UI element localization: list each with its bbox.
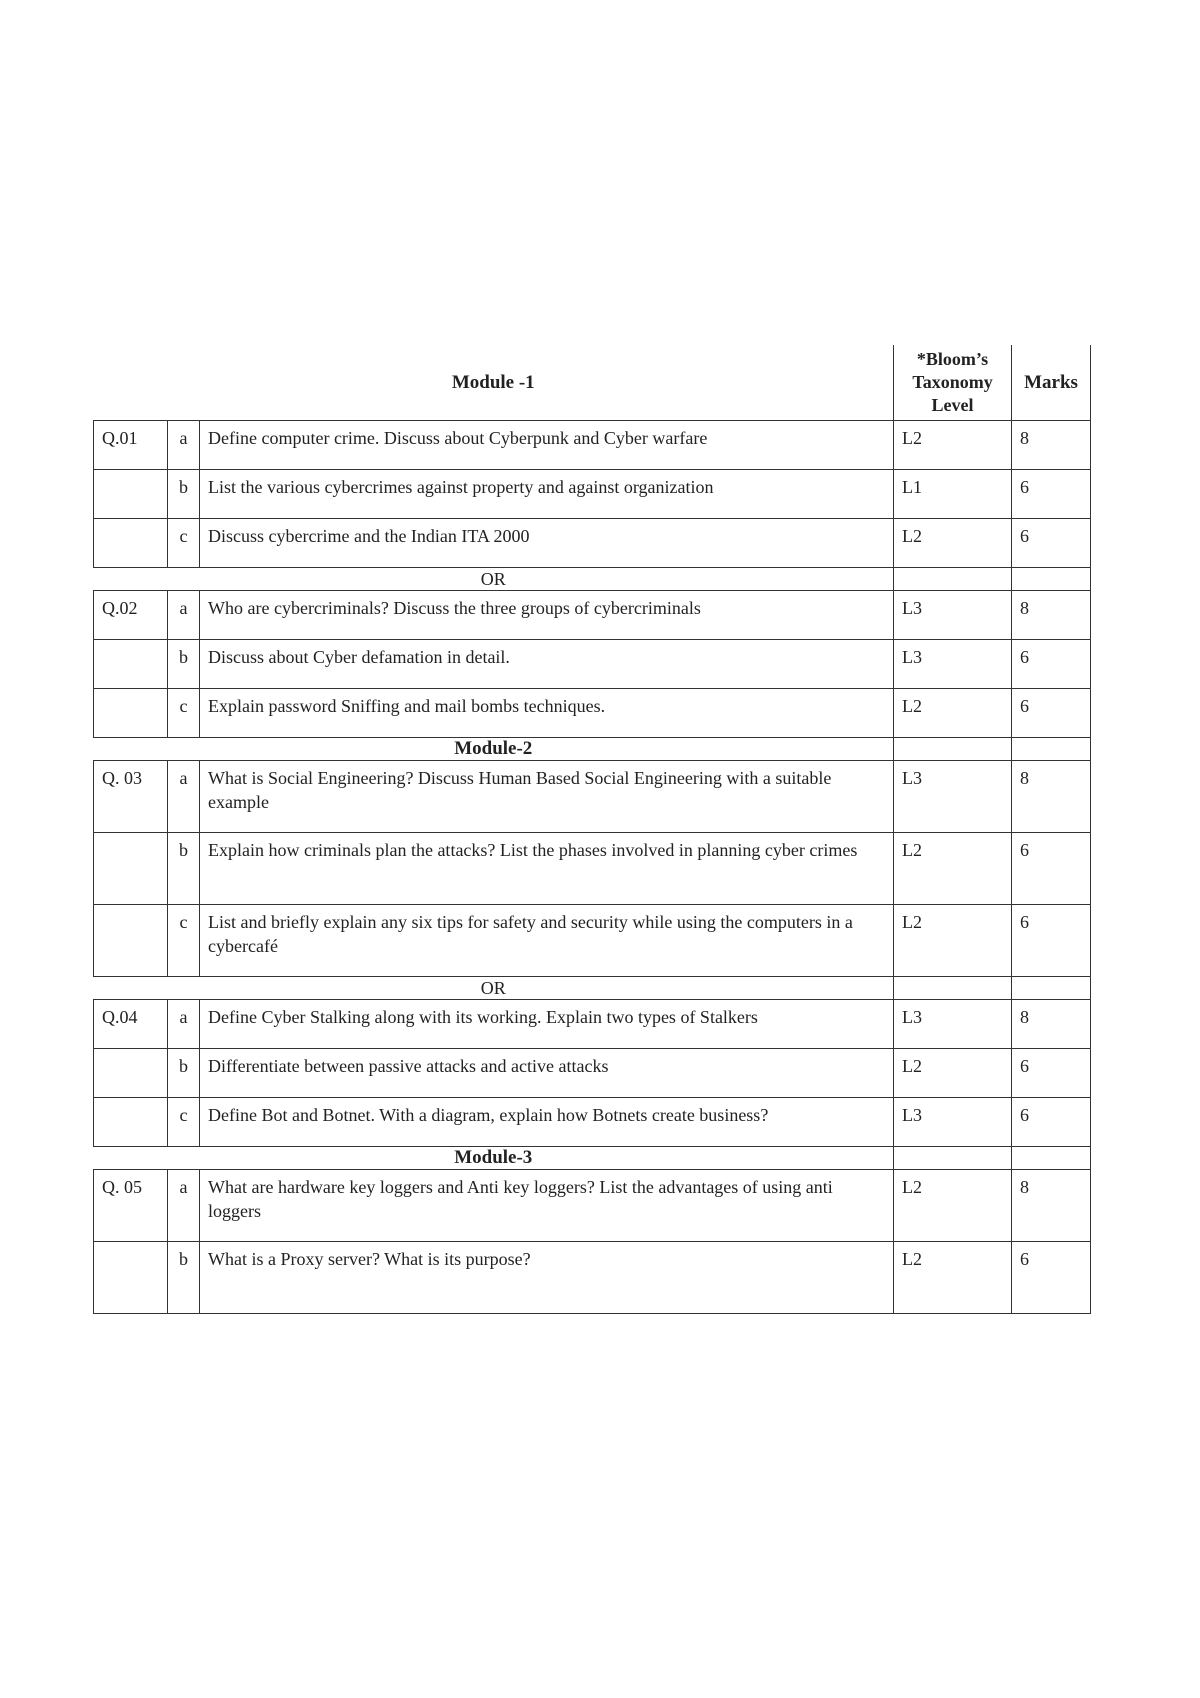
sub-question-label: b [168,832,200,904]
marks-header: Marks [1012,345,1091,420]
question-row [94,999,1091,1048]
sub-question-label: b [168,469,200,518]
or-separator: OR [94,567,894,590]
bloom-level: L2 [894,420,1012,469]
marks-value: 8 [1012,590,1091,639]
sub-question-label: b [168,639,200,688]
marks-value: 8 [1012,999,1091,1048]
bloom-level: L2 [894,1241,1012,1313]
bloom-level: L2 [894,904,1012,976]
sub-question-label: a [168,420,200,469]
sub-question-label: c [168,518,200,567]
question-row [94,1169,1091,1241]
question-text: Define Bot and Botnet. With a diagram, explain how Botnets create business? [200,1097,894,1146]
sub-question-label: b [168,1048,200,1097]
question-row [94,590,1091,639]
bloom-level: L2 [894,518,1012,567]
sub-question-label: c [168,904,200,976]
question-number [94,1097,168,1146]
marks-value: 6 [1012,688,1091,737]
marks-value: 8 [1012,1169,1091,1241]
question-text: List the various cybercrimes against property and against organization [200,469,894,518]
question-row [94,420,1091,469]
question-text: Discuss about Cyber defamation in detail. [200,639,894,688]
empty-cell [1012,1146,1091,1169]
question-row [94,904,1091,976]
marks-value: 6 [1012,1241,1091,1313]
marks-value: 6 [1012,639,1091,688]
question-row [94,639,1091,688]
question-number [94,639,168,688]
or-separator-row [94,976,1091,999]
question-text: What is Social Engineering? Discuss Human Based Social Engineering with a suitable example [200,760,894,832]
bloom-level: L3 [894,590,1012,639]
sub-question-label: a [168,999,200,1048]
question-text: What is a Proxy server? What is its purpose? [200,1241,894,1313]
question-row [94,832,1091,904]
bloom-level: L2 [894,688,1012,737]
marks-value: 6 [1012,518,1091,567]
sub-question-label: c [168,1097,200,1146]
marks-value: 6 [1012,469,1091,518]
bloom-line-2: Taxonomy [912,371,993,392]
marks-value: 8 [1012,760,1091,832]
bloom-level: L2 [894,832,1012,904]
question-text: What are hardware key loggers and Anti key loggers? List the advantages of using anti loggers [200,1169,894,1241]
question-number: Q.04 [94,999,168,1048]
module-1-title: Module -1 [94,345,894,420]
question-number [94,1241,168,1313]
question-text: Who are cybercriminals? Discuss the three groups of cybercriminals [200,590,894,639]
question-row [94,1241,1091,1313]
question-row [94,518,1091,567]
question-text: Define Cyber Stalking along with its working. Explain two types of Stalkers [200,999,894,1048]
bloom-level: L2 [894,1169,1012,1241]
question-text: Explain password Sniffing and mail bombs techniques. [200,688,894,737]
sub-question-label: a [168,1169,200,1241]
bloom-level: L3 [894,639,1012,688]
bloom-line-3: Level [931,394,974,415]
empty-cell [894,737,1012,760]
bloom-line-1: *Bloom’s [916,348,989,369]
blooms-taxonomy-header [894,345,1012,420]
module-2-separator-row [94,737,1091,760]
marks-value: 6 [1012,1048,1091,1097]
question-number: Q. 05 [94,1169,168,1241]
bloom-level: L3 [894,1097,1012,1146]
question-number [94,518,168,567]
empty-cell [894,976,1012,999]
question-text: Define computer crime. Discuss about Cyberpunk and Cyber warfare [200,420,894,469]
empty-cell [894,567,1012,590]
question-text: Discuss cybercrime and the Indian ITA 2000 [200,518,894,567]
bloom-level: L1 [894,469,1012,518]
bloom-level: L3 [894,760,1012,832]
question-row [94,1097,1091,1146]
bloom-level: L3 [894,999,1012,1048]
question-number [94,469,168,518]
question-number [94,832,168,904]
question-number: Q.01 [94,420,168,469]
question-number [94,904,168,976]
question-text: List and briefly explain any six tips for safety and security while using the computers in a cybercafé [200,904,894,976]
question-paper-table [93,345,1091,1314]
bloom-level: L2 [894,1048,1012,1097]
marks-value: 8 [1012,420,1091,469]
module-3-title: Module-3 [94,1146,894,1169]
question-row [94,760,1091,832]
question-text: Explain how criminals plan the attacks? List the phases involved in planning cyber crimes [200,832,894,904]
empty-cell [1012,567,1091,590]
marks-value: 6 [1012,832,1091,904]
header-row [94,345,1091,420]
question-row [94,469,1091,518]
marks-value: 6 [1012,904,1091,976]
empty-cell [894,1146,1012,1169]
empty-cell [1012,737,1091,760]
question-number [94,1048,168,1097]
module-2-title: Module-2 [94,737,894,760]
or-separator: OR [94,976,894,999]
question-number: Q.02 [94,590,168,639]
sub-question-label: b [168,1241,200,1313]
sub-question-label: a [168,590,200,639]
or-separator-row [94,567,1091,590]
sub-question-label: a [168,760,200,832]
empty-cell [1012,976,1091,999]
marks-value: 6 [1012,1097,1091,1146]
question-number: Q. 03 [94,760,168,832]
question-row [94,1048,1091,1097]
question-text: Differentiate between passive attacks and active attacks [200,1048,894,1097]
question-row [94,688,1091,737]
module-3-separator-row [94,1146,1091,1169]
question-number [94,688,168,737]
sub-question-label: c [168,688,200,737]
